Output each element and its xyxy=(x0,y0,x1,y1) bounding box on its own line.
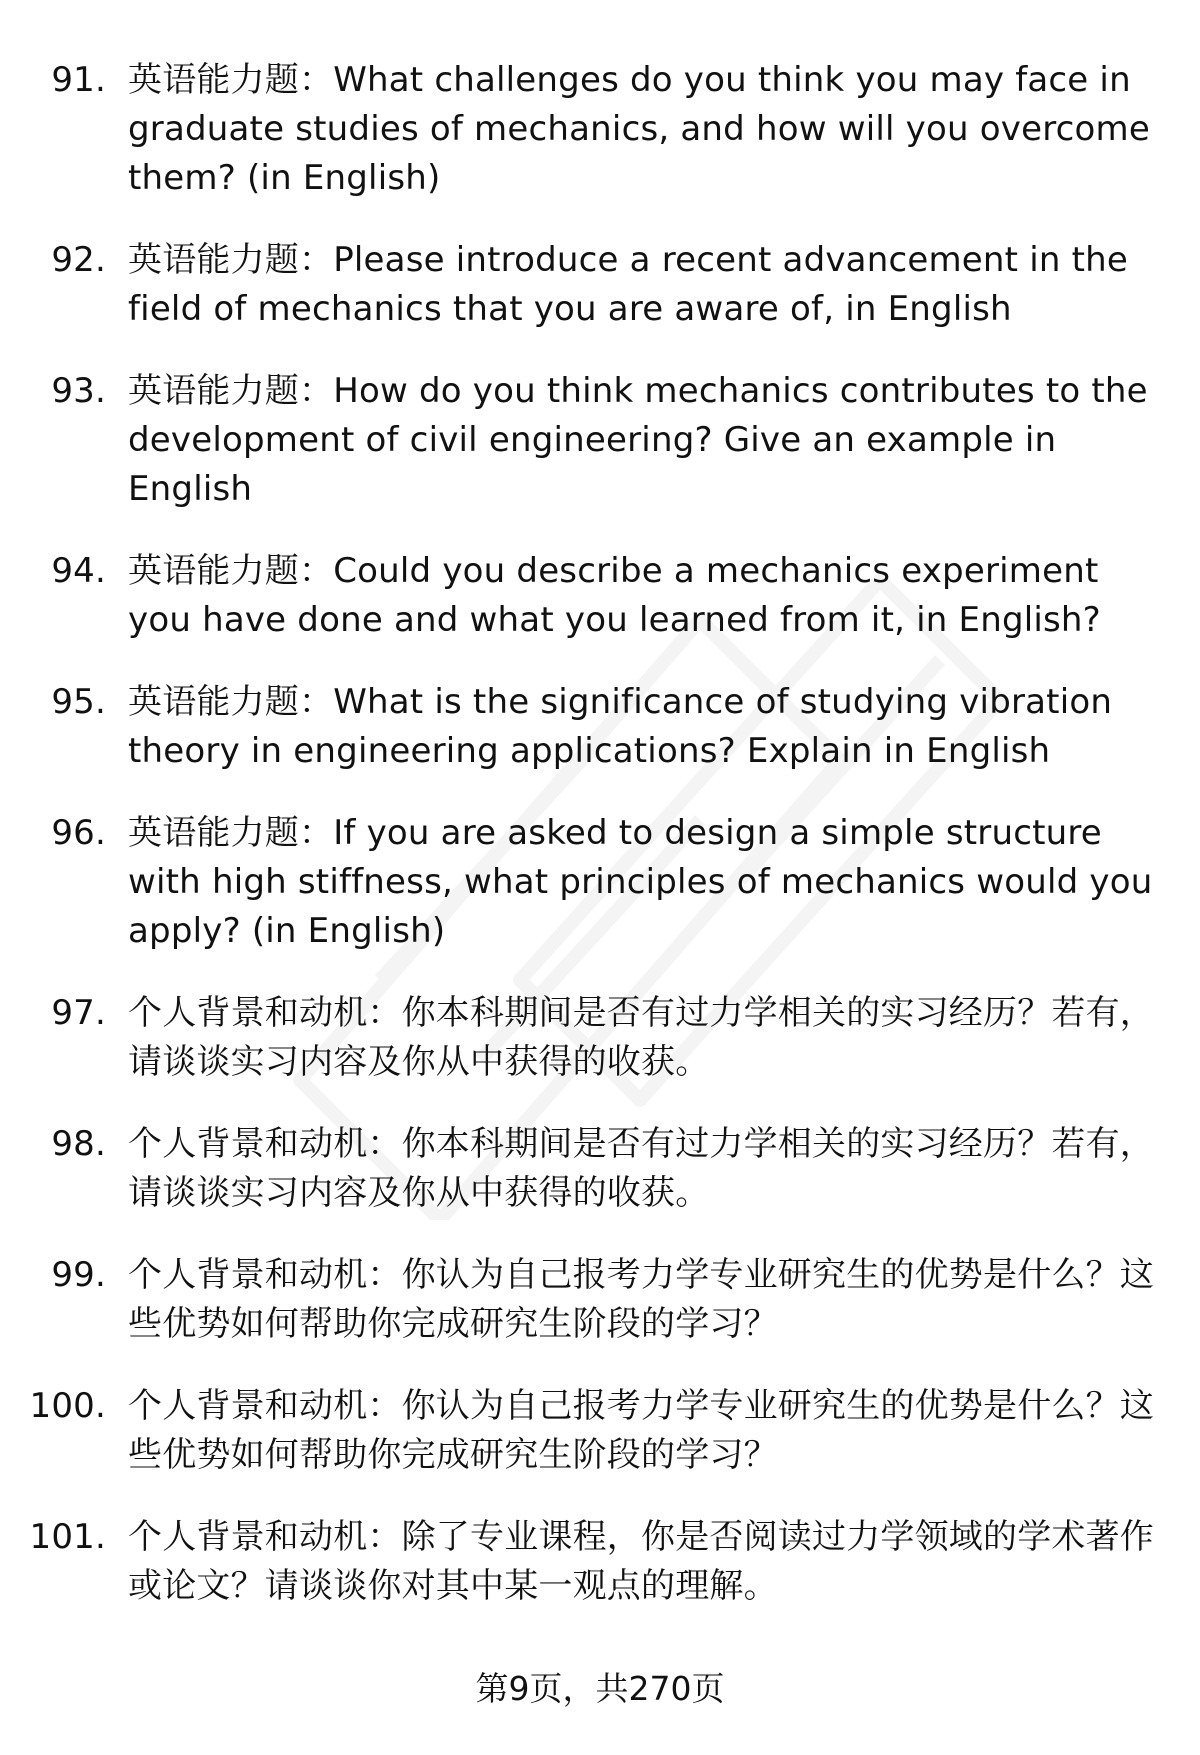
question-item xyxy=(0,1251,1200,1349)
question-item xyxy=(0,989,1200,1087)
question-item xyxy=(0,1513,1200,1611)
question-text: 英语能力题：What challenges do you think you may face in graduate studies of mechanics, and how will you overcome them? (in English) xyxy=(128,60,1150,198)
question-text: 英语能力题：What is the significance of studying vibration theory in engineering applications? Explain in English xyxy=(128,682,1113,771)
question-item xyxy=(0,56,1200,203)
question-list xyxy=(0,56,1200,1644)
question-text: 英语能力题：If you are asked to design a simple structure with high stiffness, what principles of mechanics would you apply? (in English) xyxy=(128,813,1153,951)
question-text: 个人背景和动机：除了专业课程，你是否阅读过力学领域的学术著作或论文？请谈谈你对其中某一观点的理解。 xyxy=(128,1517,1154,1606)
question-text: 英语能力题：How do you think mechanics contributes to the development of civil engineering? Give an example in English xyxy=(128,371,1148,509)
question-number: 95. xyxy=(51,682,106,722)
question-item xyxy=(0,1382,1200,1480)
question-number: 93. xyxy=(51,371,106,411)
question-item xyxy=(0,547,1200,645)
question-text: 个人背景和动机：你本科期间是否有过力学相关的实习经历？若有，请谈谈实习内容及你从中获得的收获。 xyxy=(128,1124,1154,1213)
question-number: 94. xyxy=(51,551,106,591)
question-text: 个人背景和动机：你认为自己报考力学专业研究生的优势是什么？这些优势如何帮助你完成研究生阶段的学习？ xyxy=(128,1255,1154,1344)
question-item xyxy=(0,678,1200,776)
question-text: 英语能力题：Please introduce a recent advancement in the field of mechanics that you are aware of, in English xyxy=(128,240,1129,329)
question-number: 97. xyxy=(51,993,106,1033)
question-text: 英语能力题：Could you describe a mechanics experiment you have done and what you learned from it, in English? xyxy=(128,551,1101,640)
question-number: 98. xyxy=(51,1124,106,1164)
question-item xyxy=(0,1120,1200,1218)
question-number: 91. xyxy=(51,60,106,100)
question-text: 个人背景和动机：你认为自己报考力学专业研究生的优势是什么？这些优势如何帮助你完成研究生阶段的学习？ xyxy=(128,1386,1154,1475)
question-number: 101. xyxy=(29,1517,106,1557)
question-number: 100. xyxy=(29,1386,106,1426)
question-item xyxy=(0,367,1200,514)
question-text: 个人背景和动机：你本科期间是否有过力学相关的实习经历？若有，请谈谈实习内容及你从中获得的收获。 xyxy=(128,993,1154,1082)
question-item xyxy=(0,236,1200,334)
question-number: 99. xyxy=(51,1255,106,1295)
question-number: 92. xyxy=(51,240,106,280)
question-number: 96. xyxy=(51,813,106,853)
question-item xyxy=(0,809,1200,956)
page-number: 第9页，共270页 xyxy=(475,1669,725,1708)
